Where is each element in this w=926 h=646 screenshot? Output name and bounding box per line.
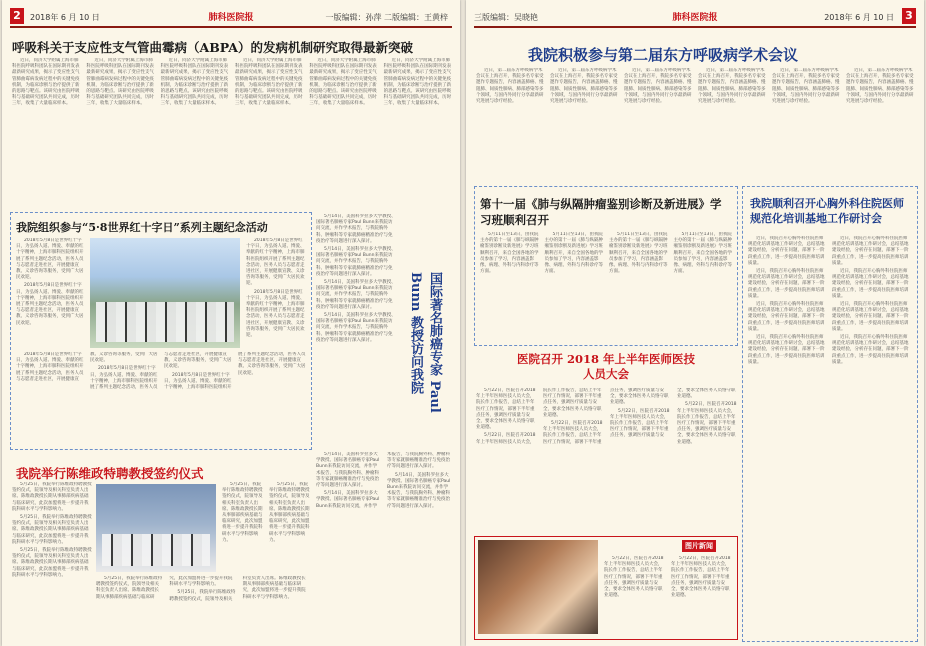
page-header [10,8,452,28]
article-text: 5月22日，医院召开2018年上半年医师医技人员大会，院长作工作报告，总结上半年医疗工作情况，部署下半年重点任务，强调医疗质量与安全，要求全体医务人员恪守职业道德。 [476,388,602,445]
page-number: 3 [902,8,916,24]
article-text: 5月14日，美国科罗拉多大学教授、国际著名肺癌专家Paul Bunn来我院访问交流，并作学术报告，与我院胸外科、肿瘤科等专家就肺癌精准治疗与免疫治疗等问题进行深入探讨。 [316,313,396,343]
article-text: 5月11日至13日，由我院主办的第十一届《肺与纵隔肿瘤鉴别诊断及新进展》学习班顺利召开，来自全国各地的学员参加了学习，内容涵盖影像、病理、外科与内科诊疗等方面。 [544,232,603,275]
article-text: 5月22日，医院召开2018年上半年医师医技人员大会，院长作工作报告，总结上半年医疗工作情况，部署下半年重点任务，强调医疗质量与安全，要求全体医务人员恪守职业道德。 [677,402,737,445]
headline-red-cross: 我院组织参与“5·8世界红十字日”系列主题纪念活动 [16,221,268,234]
article-text: 5月22日，医院召开2018年上半年医师医技人员大会，院长作工作报告，总结上半年医疗工作情况，部署下半年重点任务，强调医疗质量与安全，要求全体医务人员恪守职业道德。 [610,388,736,439]
page-number: 2 [10,8,24,24]
article-text: 近日，第二届东方呼吸病学术会议在上海召开，我院多名专家受邀作专题报告，内容涵盖肺癌、慢阻肺、间质性肺病、肺部感染等多个领域，与国内外同行分享最新研究进展与诊疗经验。 [698,68,766,105]
article-text: 近日，我院召开心胸外科住院医师规范化培训基地工作研讨会，总结基地建设经验，分析存在问题，部署下一阶段重点工作，进一步提高住院医师培训质量。 [832,269,909,299]
page-3 [466,0,924,646]
article-text: 2018年5月8日是世界红十字日，为弘扬人道、博爱、奉献的红十字精神，上海市肺科医院组织开展了系列主题纪念活动，医务人员与志愿者走进社区，开展健康宣教、义诊咨询等服务，受到广大居民欢迎。 [16,352,158,382]
photo-news-caption [604,556,732,634]
article-text: 近日，第二届东方呼吸病学术会议在上海召开，我院多名专家受邀作专题报告，内容涵盖肺癌、慢阻肺、间质性肺病、肺部感染等多个领域，与国内外同行分享最新研究进展与诊疗经验。 [550,68,618,105]
article-text: 近日，我院召开心胸外科住院医师规范化培训基地工作研讨会，总结基地建设经验，分析存在问题，部署下一阶段重点工作，进一步提高住院医师培训质量。 [832,335,909,365]
article-text: 2018年5月8日是世界红十字日，为弘扬人道、博爱、奉献的红十字精神，上海市肺科医院组织开展了系列主题纪念活动，医务人员与志愿者走进社区，开展健康宣教、义诊咨询等服务，受到广大居民欢迎。 [246,238,305,287]
article-text: 近日，我院召开心胸外科住院医师规范化培训基地工作研讨会，总结基地建设经验，分析存在问题，部署下一阶段重点工作，进一步提高住院医师培训质量。 [748,335,825,365]
article-red-cross [16,238,86,338]
article-signing-2 [222,482,310,572]
headline-training: 第十一届《肺与纵隔肿瘤鉴别诊断及新进展》学习班顺利召开 [480,197,722,227]
article-text: 5月25日，我院举行陈维政特聘教授签约仪式，院领导及相关科室负责人出席。陈维政教授长期从事肺部疾病基础与临床研究，此次加盟将进一步提升我院科研水平与学科影响力。 [222,482,263,543]
page-header [474,8,916,28]
article-text: 近日，我院召开心胸外科住院医师规范化培训基地工作研讨会，总结基地建设经验，分析存在问题，部署下一阶段重点工作，进一步提高住院医师培训质量。 [748,269,825,299]
article-text: 近日，同济大学附属上海市肺科医院呼吸科团队在国际期刊发表最新研究成果，揭示了变应性支气管肺曲霉病发病过程中的关键免疫机制，为临床诊断与治疗提供了新的思路与靶点。该研究由医院呼吸科与基础研究团队共同完成，历时三年，收集了大量临床样本。 [234,58,303,107]
article-paul-bunn [316,214,396,446]
article-abpa [12,58,452,208]
article-text: 近日，我院召开心胸外科住院医师规范化培训基地工作研讨会，总结基地建设经验，分析存在问题，部署下一阶段重点工作，进一步提高住院医师培训质量。 [748,302,825,332]
article-text: 近日，同济大学附属上海市肺科医院呼吸科团队在国际期刊发表最新研究成果，揭示了变应性支气管肺曲霉病发病过程中的关键免疫机制，为临床诊断与治疗提供了新的思路与靶点。该研究由医院呼吸科与基础研究团队共同完成，历时三年，收集了大量临床样本。 [160,58,229,107]
article-text: 5月22日，医院召开2018年上半年医师医技人员大会，院长作工作报告，总结上半年医疗工作情况，部署下半年重点任务，强调医疗质量与安全，要求全体医务人员恪守职业道德。 [476,388,536,431]
article-paul-bunn-2 [316,452,452,637]
article-text: 5月14日，美国科罗拉多大学教授、国际著名肺癌专家Paul Bunn来我院访问交流，并作学术报告，与我院胸外科、肿瘤科等专家就肺癌精准治疗与免疫治疗等问题进行深入探讨。 [316,214,396,244]
page-2 [2,0,460,646]
article-text: 近日，我院召开心胸外科住院医师规范化培训基地工作研讨会，总结基地建设经验，分析存在问题，部署下一阶段重点工作，进一步提高住院医师培训质量。 [832,236,909,266]
article-text: 5月11日至13日，由我院主办的第十一届《肺与纵隔肿瘤鉴别诊断及新进展》学习班顺利召开，来自全国各地的学员参加了学习，内容涵盖影像、病理、外科与内科诊疗等方面。 [673,232,732,275]
photo-news-tag: 图片新闻 [682,540,716,552]
news-photo [478,540,598,634]
article-text: 5月14日，美国科罗拉多大学教授、国际著名肺癌专家Paul Bunn来我院访问交流，并作学术报告，与我院胸外科、肿瘤科等专家就肺癌精准治疗与免疫治疗等问题进行深入探讨。 [316,280,396,310]
headline-surgery: 我院顺利召开心胸外科住院医师规范化培训基地工作研讨会 [750,197,904,225]
headline-abpa: 呼吸科关于支应性支气管曲霉病（ABPA）的发病机制研究取得最新突破 [12,40,413,55]
article-conference [476,68,914,178]
article-text: 近日，第二届东方呼吸病学术会议在上海召开，我院多名专家受邀作专题报告，内容涵盖肺癌、慢阻肺、间质性肺病、肺部感染等多个领域，与国内外同行分享最新研究进展与诊疗经验。 [846,68,914,105]
signing-photo [96,484,216,572]
masthead: 肺科医院报 [672,13,718,23]
article-red-cross-3 [16,352,306,444]
article-text: 近日，第二届东方呼吸病学术会议在上海召开，我院多名专家受邀作专题报告，内容涵盖肺癌、慢阻肺、间质性肺病、肺部感染等多个领域，与国内外同行分享最新研究进展与诊疗经验。 [476,68,544,105]
article-text: 近日，我院召开心胸外科住院医师规范化培训基地工作研讨会，总结基地建设经验，分析存在问题，部署下一阶段重点工作，进一步提高住院医师培训质量。 [748,236,825,266]
red-cross-photo [90,238,240,348]
editor-credit: 三版编辑：吴晓艳 [474,13,538,22]
article-text: 2018年5月8日是世界红十字日，为弘扬人道、博爱、奉献的红十字精神，上海市肺科医院组织开展了系列主题纪念活动，医务人员与志愿者走进社区，开展健康宣教、义诊咨询等服务，受到广大居民欢迎。 [16,238,84,281]
article-text: 近日，同济大学附属上海市肺科医院呼吸科团队在国际期刊发表最新研究成果，揭示了变应性支气管肺曲霉病发病过程中的关键免疫机制，为临床诊断与治疗提供了新的思路与靶点。该研究由医院呼吸科与基础研究团队共同完成，历时三年，收集了大量临床样本。 [12,58,80,107]
article-text: 2018年5月8日是世界红十字日，为弘扬人道、博爱、奉献的红十字精神，上海市肺科医院组织开展了系列主题纪念活动，医务人员与志愿者走进社区，开展健康宣教、义诊咨询等服务，受到广大居民欢迎。 [90,352,232,391]
article-text: 近日，同济大学附属上海市肺科医院呼吸科团队在国际期刊发表最新研究成果，揭示了变应性支气管肺曲霉病发病过程中的关键免疫机制，为临床诊断与治疗提供了新的思路与靶点。该研究由医院呼吸科与基础研究团队共同完成，历时三年，收集了大量临床样本。 [86,58,154,107]
article-text: 5月14日，美国科罗拉多大学教授、国际著名肺癌专家Paul Bunn来我院访问交流，并作学术报告，与我院胸外科、肿瘤科等专家就肺癌精准治疗与免疫治疗等问题进行深入探讨。 [316,452,380,489]
article-text: 5月25日，我院举行陈维政特聘教授签约仪式，院领导及相关科室负责人出席。陈维政教授长期从事肺部疾病基础与临床研究，此次加盟将进一步提升我院科研水平与学科影响力。 [12,482,92,512]
article-text: 2018年5月8日是世界红十字日，为弘扬人道、博爱、奉献的红十字精神，上海市肺科医院组织开展了系列主题纪念活动，医务人员与志愿者走进社区，开展健康宣教、义诊咨询等服务，受到广大居民欢迎。 [16,283,84,326]
article-red-cross-2 [246,238,306,348]
article-text: 5月14日，美国科罗拉多大学教授、国际著名肺癌专家Paul Bunn来我院访问交流，并作学术报告，与我院胸外科、肿瘤科等专家就肺癌精准治疗与免疫治疗等问题进行深入探讨。 [316,247,396,277]
article-text: 5月22日，医院召开2018年上半年医师医技人员大会，院长作工作报告，总结上半年医疗工作情况，部署下半年重点任务，强调医疗质量与安全，要求全体医务人员恪守职业道德。 [604,556,664,599]
article-text: 近日，同济大学附属上海市肺科医院呼吸科团队在国际期刊发表最新研究成果，揭示了变应性支气管肺曲霉病发病过程中的关键免疫机制，为临床诊断与治疗提供了新的思路与靶点。该研究由医院呼吸科与基础研究团队共同完成，历时三年，收集了大量临床样本。 [309,58,377,107]
article-text: 2018年5月8日是世界红十字日，为弘扬人道、博爱、奉献的红十字精神，上海市肺科医院组织开展了系列主题纪念活动，医务人员与志愿者走进社区，开展健康宣教、义诊咨询等服务，受到广大居民欢迎。 [246,289,305,339]
headline-staff-meeting: 医院召开 2018 年上半年医师医技人员大会 [516,352,695,381]
article-text: 近日，同济大学附属上海市肺科医院呼吸科团队在国际期刊发表最新研究成果，揭示了变应性支气管肺曲霉病发病过程中的关键免疫机制，为临床诊断与治疗提供了新的思路与靶点。该研究由医院呼吸科与基础研究团队共同完成，历时三年，收集了大量临床样本。 [383,58,452,107]
article-text: 5月25日，我院举行陈维政特聘教授签约仪式，院领导及相关科室负责人出席。陈维政教授长期从事肺部疾病基础与临床研究，此次加盟将进一步提升我院科研水平与学科影响力。 [12,548,92,578]
article-text: 5月14日，美国科罗拉多大学教授、国际著名肺癌专家Paul Bunn来我院访问交流，并作学术报告，与我院胸外科、肿瘤科等专家就肺癌精准治疗与免疫治疗等问题进行深入探讨。 [387,472,451,509]
article-signing-3 [96,576,310,638]
article-text: 5月25日，我院举行陈维政特聘教授签约仪式，院领导及相关科室负责人出席。陈维政教授长期从事肺部疾病基础与临床研究，此次加盟将进一步提升我院科研水平与学科影响力。 [169,576,306,602]
article-text: 5月22日，医院召开2018年上半年医师医技人员大会，院长作工作报告，总结上半年医疗工作情况，部署下半年重点任务，强调医疗质量与安全，要求全体医务人员恪守职业道德。 [671,556,731,599]
article-surgery [748,236,910,636]
article-signing [12,482,92,637]
article-text: 2018年5月8日是世界红十字日，为弘扬人道、博爱、奉献的红十字精神，上海市肺科医院组织开展了系列主题纪念活动，医务人员与志愿者走进社区，开展健康宣教、义诊咨询等服务，受到广大居民欢迎。 [164,352,306,391]
issue-date: 2018年 6 月 10 日 [824,13,894,22]
article-text: 5月14日，美国科罗拉多大学教授、国际著名肺癌专家Paul Bunn来我院访问交流，并作学术报告，与我院胸外科、肿瘤科等专家就肺癌精准治疗与免疫治疗等问题进行深入探讨。 [316,452,450,509]
editor-credit: 一版编辑：孙萍 二版编辑：王黄梓 [325,13,448,22]
article-text: 5月25日，我院举行陈维政特聘教授签约仪式，院领导及相关科室负责人出席。陈维政教授长期从事肺部疾病基础与临床研究，此次加盟将进一步提升我院科研水平与学科影响力。 [96,576,233,600]
article-text: 近日，第二届东方呼吸病学术会议在上海召开，我院多名专家受邀作专题报告，内容涵盖肺癌、慢阻肺、间质性肺病、肺部感染等多个领域，与国内外同行分享最新研究进展与诊疗经验。 [772,68,840,105]
headline-conference: 我院积极参与第二届东方呼吸病学术会议 [528,46,799,64]
article-text: 5月22日，医院召开2018年上半年医师医技人员大会，院长作工作报告，总结上半年医疗工作情况，部署下半年重点任务，强调医疗质量与安全，要求全体医务人员恪守职业道德。 [543,388,669,445]
article-text: 近日，第二届东方呼吸病学术会议在上海召开，我院多名专家受邀作专题报告，内容涵盖肺癌、慢阻肺、间质性肺病、肺部感染等多个领域，与国内外同行分享最新研究进展与诊疗经验。 [624,68,692,105]
issue-date: 2018年 6 月 10 日 [30,13,100,22]
article-text: 近日，我院召开心胸外科住院医师规范化培训基地工作研讨会，总结基地建设经验，分析存在问题，部署下一阶段重点工作，进一步提高住院医师培训质量。 [832,302,909,332]
article-training [480,232,732,340]
article-text: 5月25日，我院举行陈维政特聘教授签约仪式，院领导及相关科室负责人出席。陈维政教授长期从事肺部疾病基础与临床研究，此次加盟将进一步提升我院科研水平与学科影响力。 [12,515,92,545]
article-text: 5月11日至13日，由我院主办的第十一届《肺与纵隔肿瘤鉴别诊断及新进展》学习班顺利召开，来自全国各地的学员参加了学习，内容涵盖影像、病理、外科与内科诊疗等方面。 [480,232,539,275]
article-staff-meeting [476,388,738,528]
article-text: 5月11日至13日，由我院主办的第十一届《肺与纵隔肿瘤鉴别诊断及新进展》学习班顺利召开，来自全国各地的学员参加了学习，内容涵盖影像、病理、外科与内科诊疗等方面。 [609,232,668,275]
article-text: 5月25日，我院举行陈维政特聘教授签约仪式，院领导及相关科室负责人出席。陈维政教授长期从事肺部疾病基础与临床研究，此次加盟将进一步提升我院科研水平与学科影响力。 [269,482,310,543]
masthead: 肺科医院报 [208,13,254,23]
headline-paul-bunn: 国际著名肺癌专家 Paul Bunn 教授访问我院 [408,272,442,413]
headline-signing: 我院举行陈维政特聘教授签约仪式 [16,466,204,481]
